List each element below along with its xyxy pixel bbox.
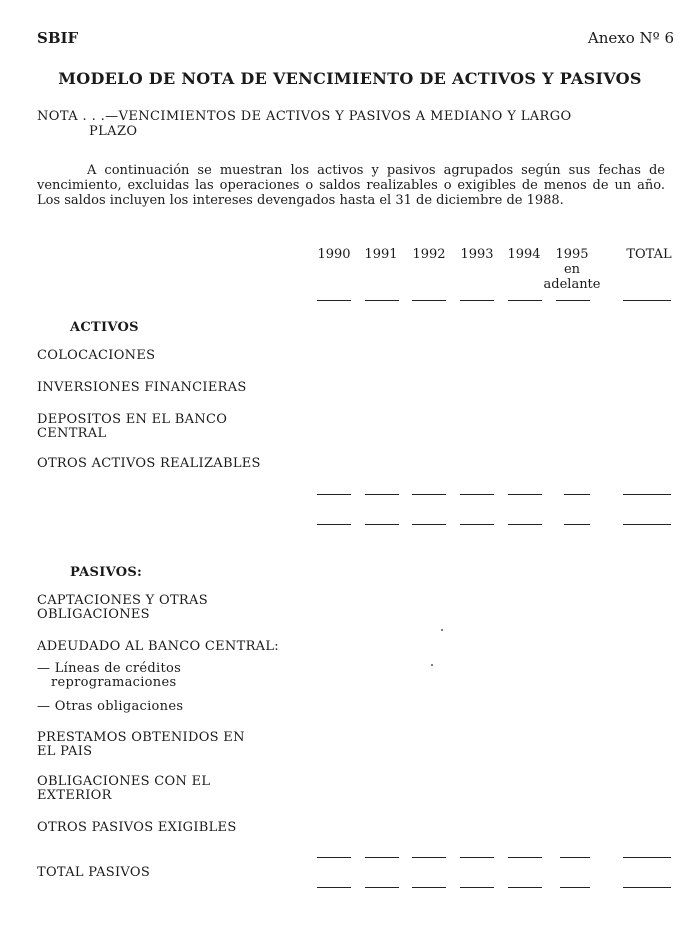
row-lineas-line1: — Líneas de créditos <box>37 661 182 676</box>
section-activos-heading: ACTIVOS <box>70 320 139 335</box>
rule-header-1995 <box>556 300 590 301</box>
row-captaciones <box>37 594 208 622</box>
rule-pasivos-1-1993 <box>460 857 494 858</box>
rule-pasivos-1-total <box>623 857 671 858</box>
header-annex-number: Anexo Nº 6 <box>587 29 674 47</box>
print-speck <box>431 664 433 666</box>
rule-pasivos-1-1990 <box>317 857 351 858</box>
row-otros-pasivos-exigibles: OTROS PASIVOS EXIGIBLES <box>37 820 237 835</box>
row-depositos-line1: DEPOSITOS EN EL BANCO <box>37 412 228 427</box>
rule-pasivos-1-1994 <box>508 857 542 858</box>
rule-activos-1-1990 <box>317 494 351 495</box>
rule-header-1992 <box>412 300 446 301</box>
row-captaciones-line2: OBLIGACIONES <box>37 607 150 622</box>
row-lineas-creditos <box>37 662 181 690</box>
rule-header-1990 <box>317 300 351 301</box>
nota-heading-line2: PLAZO <box>89 124 138 139</box>
row-colocaciones: COLOCACIONES <box>37 348 156 363</box>
column-header-1993: 1993 <box>460 247 494 262</box>
column-header-1995-adelante: adelante <box>543 277 601 292</box>
row-total-pasivos: TOTAL PASIVOS <box>37 865 151 880</box>
row-lineas-line2: reprogramaciones <box>51 675 177 690</box>
document-title: MODELO DE NOTA DE VENCIMIENTO DE ACTIVOS Y PASIVOS <box>58 69 642 88</box>
row-otras-obligaciones: — Otras obligaciones <box>37 699 184 714</box>
rule-header-1993 <box>460 300 494 301</box>
column-header-total: TOTAL <box>626 247 672 262</box>
row-otros-activos-realizables: OTROS ACTIVOS REALIZABLES <box>37 456 261 471</box>
rule-pasivos-2-1993 <box>460 887 494 888</box>
rule-activos-1-1995 <box>564 494 590 495</box>
rule-pasivos-1-1991 <box>365 857 399 858</box>
row-captaciones-line1: CAPTACIONES Y OTRAS <box>37 593 208 608</box>
nota-heading-line1: NOTA . . .—VENCIMIENTOS DE ACTIVOS Y PASIVOS A MEDIANO Y LARGO <box>37 109 572 124</box>
header-sbif: SBIF <box>37 29 79 47</box>
section-pasivos-heading: PASIVOS: <box>70 565 143 580</box>
row-depositos-line2: CENTRAL <box>37 426 107 441</box>
rule-activos-2-1995 <box>564 524 590 525</box>
rule-activos-1-1991 <box>365 494 399 495</box>
row-inversiones-financieras: INVERSIONES FINANCIERAS <box>37 380 247 395</box>
rule-activos-2-1990 <box>317 524 351 525</box>
intro-paragraph: A continuación se muestran los activos y pasivos agrupados según sus fechas de vencimiento, excluidas las operaciones o saldos realizables o exigibles de menos de un año. Los saldos incluyen los intereses devengados hasta el 31 de diciembre de 1988. <box>37 163 665 208</box>
row-depositos-banco-central <box>37 413 227 441</box>
row-obligaciones-line2: EXTERIOR <box>37 788 112 803</box>
rule-activos-2-1992 <box>412 524 446 525</box>
rule-pasivos-1-1992 <box>412 857 446 858</box>
rule-activos-1-1993 <box>460 494 494 495</box>
column-header-1995-year: 1995 <box>555 247 589 262</box>
column-header-1991: 1991 <box>364 247 398 262</box>
rule-activos-1-total <box>623 494 671 495</box>
column-header-1990: 1990 <box>317 247 351 262</box>
row-obligaciones-line1: OBLIGACIONES CON EL <box>37 774 211 789</box>
rule-header-1994 <box>508 300 542 301</box>
rule-pasivos-2-1995 <box>560 887 590 888</box>
rule-activos-2-1993 <box>460 524 494 525</box>
rule-pasivos-2-1990 <box>317 887 351 888</box>
rule-activos-2-1994 <box>508 524 542 525</box>
row-adeudado-banco-central: ADEUDADO AL BANCO CENTRAL: <box>37 639 279 654</box>
row-prestamos-pais <box>37 731 245 759</box>
row-obligaciones-exterior <box>37 775 210 803</box>
print-speck <box>441 629 443 631</box>
rule-activos-1-1992 <box>412 494 446 495</box>
rule-activos-1-1994 <box>508 494 542 495</box>
rule-pasivos-2-total <box>623 887 671 888</box>
rule-pasivos-2-1991 <box>365 887 399 888</box>
row-prestamos-line2: EL PAIS <box>37 744 93 759</box>
rule-pasivos-1-1995 <box>560 857 590 858</box>
rule-activos-2-total <box>623 524 671 525</box>
column-header-1994: 1994 <box>507 247 541 262</box>
row-prestamos-line1: PRESTAMOS OBTENIDOS EN <box>37 730 245 745</box>
rule-pasivos-2-1992 <box>412 887 446 888</box>
rule-pasivos-2-1994 <box>508 887 542 888</box>
rule-header-total <box>623 300 671 301</box>
column-header-1995-onward <box>542 247 602 292</box>
rule-header-1991 <box>365 300 399 301</box>
column-header-1995-en: en <box>563 262 581 277</box>
column-header-1992: 1992 <box>412 247 446 262</box>
rule-activos-2-1991 <box>365 524 399 525</box>
